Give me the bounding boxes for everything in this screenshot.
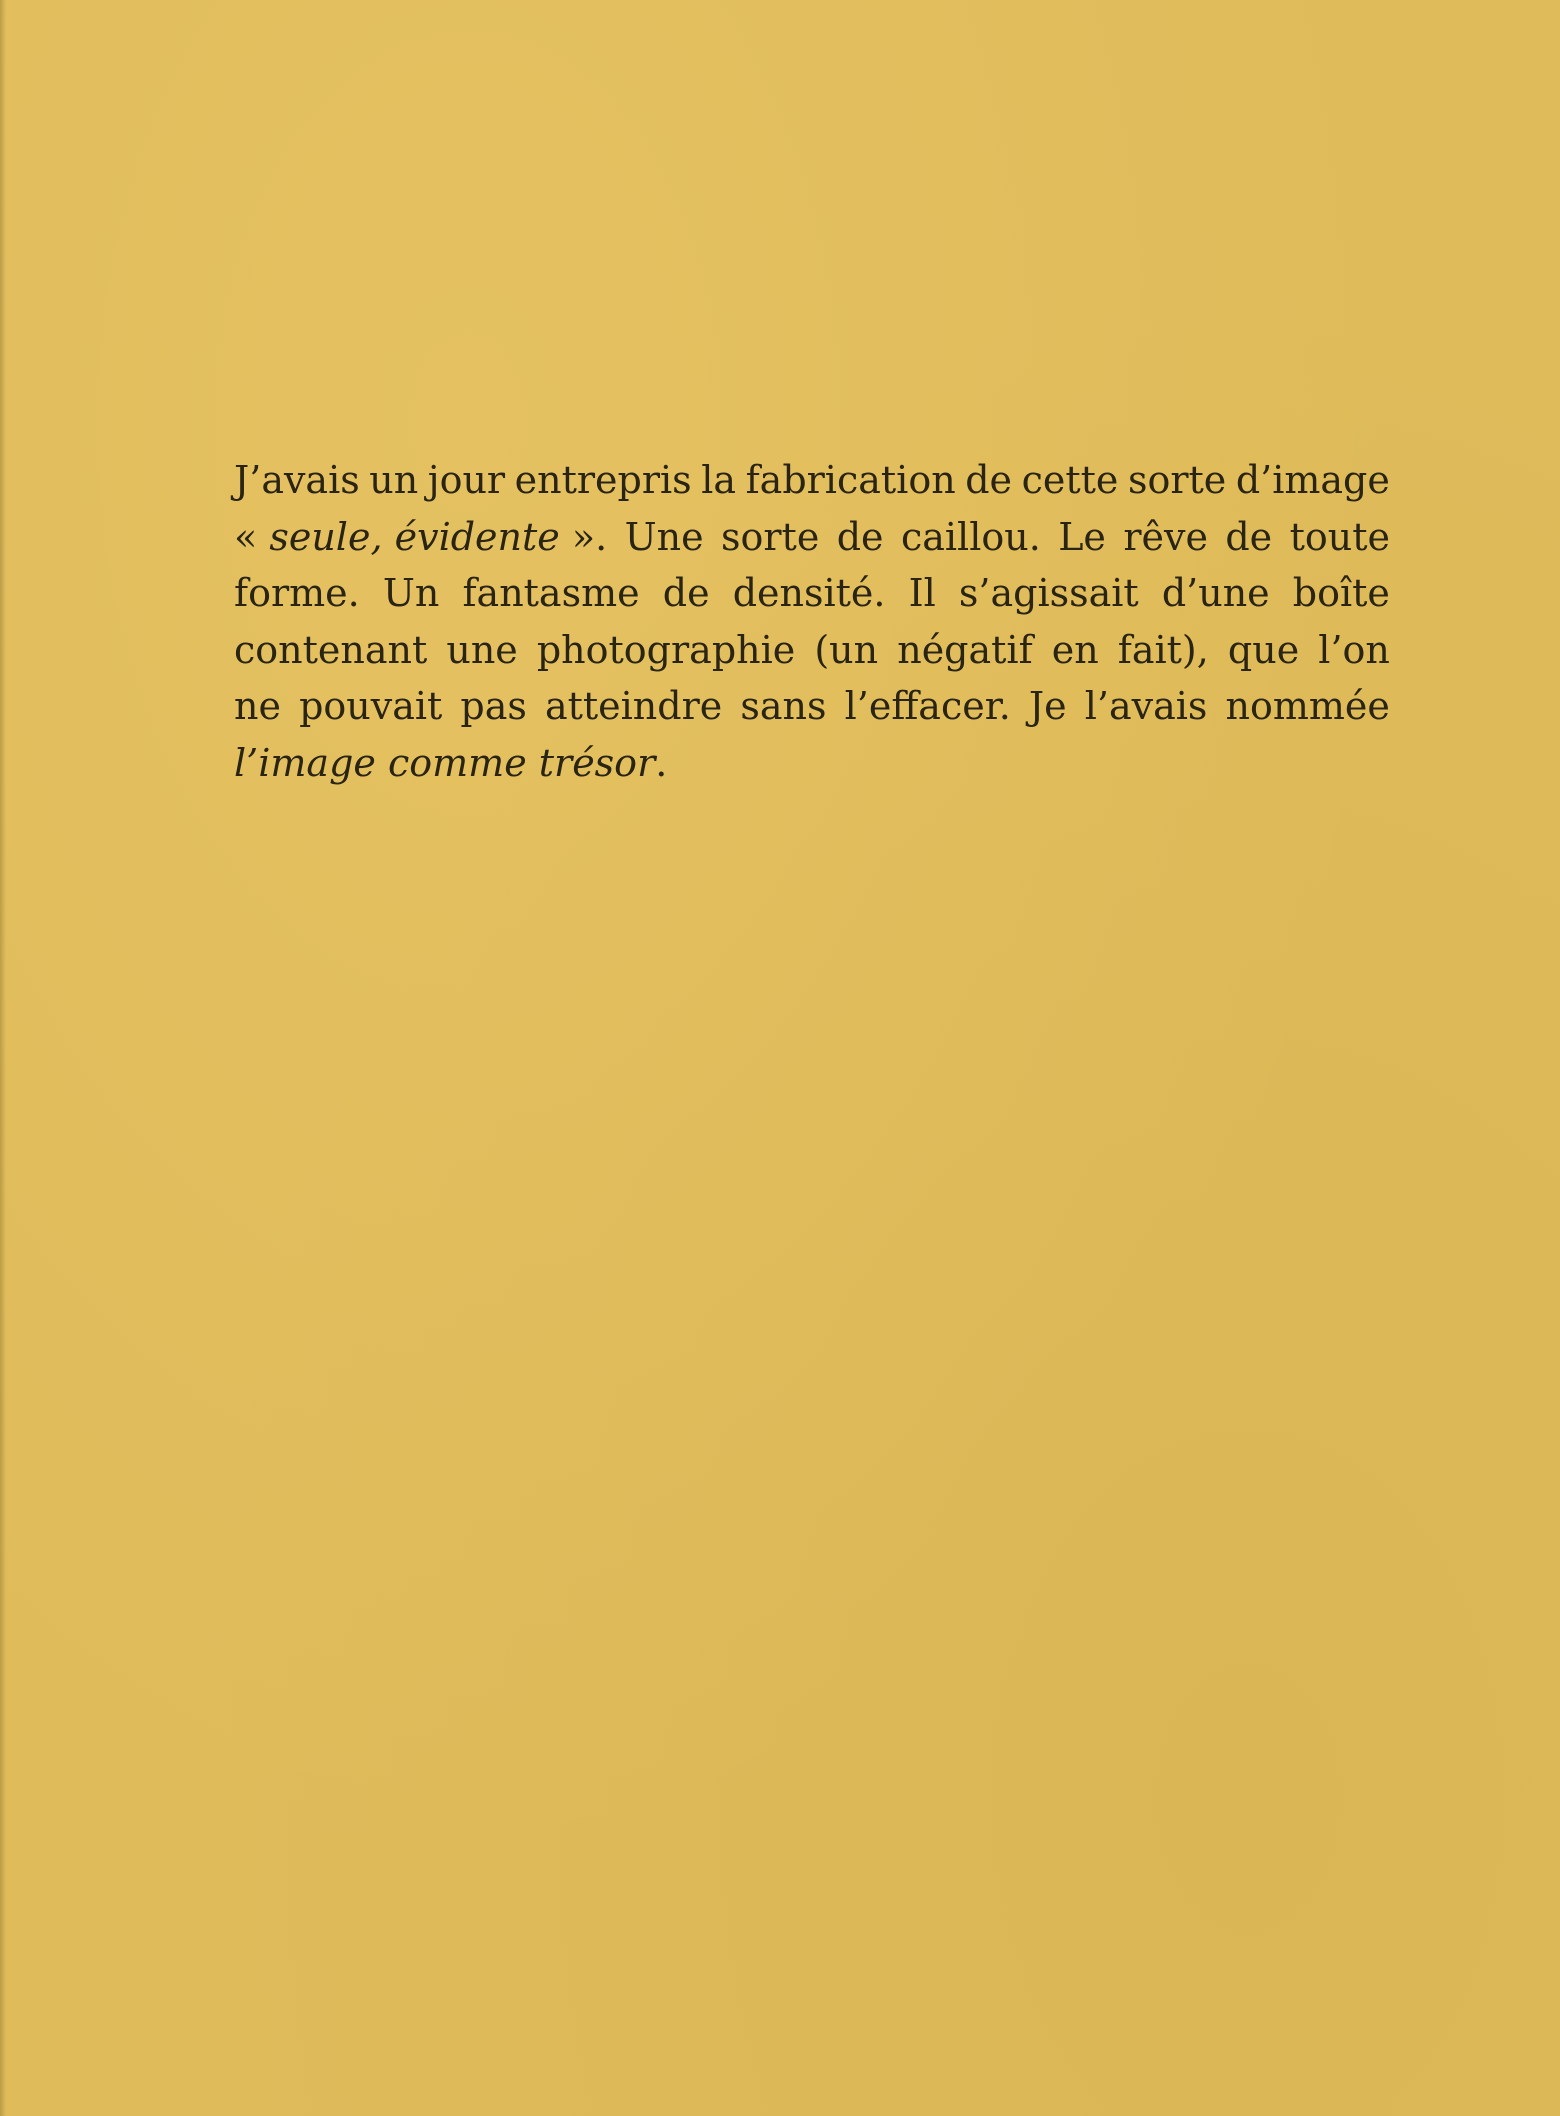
- page-edge-shadow: [0, 0, 6, 2116]
- word: l’on: [1318, 627, 1390, 672]
- paragraph-line-6: [234, 735, 1390, 792]
- word: négatif: [897, 627, 1033, 672]
- word: fabrication: [745, 458, 956, 502]
- word: rêve: [1123, 514, 1208, 559]
- word: pas: [460, 684, 527, 728]
- italic-quote: seule, évidente: [269, 514, 560, 559]
- word: boîte: [1292, 571, 1390, 615]
- italic-title: l’image comme trésor: [234, 740, 656, 785]
- word: photographie: [536, 627, 796, 672]
- quote-group: [234, 509, 607, 566]
- word: toute: [1289, 514, 1390, 559]
- word: la: [701, 458, 737, 502]
- word: l’avais: [1084, 684, 1208, 728]
- word: fait),: [1117, 627, 1209, 672]
- word: atteindre: [544, 684, 723, 728]
- word: (un: [814, 627, 879, 672]
- final-period: .: [655, 740, 668, 785]
- word: en: [1051, 627, 1099, 672]
- word: s’agissait: [958, 571, 1139, 615]
- word: Un: [382, 571, 440, 615]
- open-guillemet: «: [234, 514, 258, 559]
- word: Le: [1058, 514, 1106, 559]
- word: Une: [624, 514, 704, 559]
- word: l’effacer.: [844, 684, 1011, 728]
- paragraph-line-5: [234, 678, 1390, 735]
- word: de: [836, 514, 884, 559]
- word: pouvait: [299, 684, 443, 728]
- word: sorte: [1127, 458, 1227, 502]
- body-paragraph: [234, 452, 1390, 791]
- word: Je: [1028, 684, 1067, 728]
- word: d’image: [1235, 458, 1390, 502]
- word: de: [965, 458, 1013, 502]
- word: un: [369, 458, 419, 502]
- word: entrepris: [514, 458, 692, 502]
- close-guillemet: ».: [571, 514, 608, 559]
- paragraph-line-3: [234, 565, 1390, 622]
- word: Il: [908, 571, 936, 615]
- paragraph-line-2: [234, 509, 1390, 566]
- word: que: [1227, 627, 1300, 672]
- word: jour: [427, 458, 506, 502]
- word: d’une: [1161, 571, 1270, 615]
- paragraph-line-4: [234, 622, 1390, 679]
- word: de: [1225, 514, 1273, 559]
- word: sans: [740, 684, 827, 728]
- word: sorte: [721, 514, 820, 559]
- word: ne: [234, 684, 281, 728]
- word: forme.: [234, 571, 360, 615]
- word: nommée: [1225, 684, 1390, 728]
- word: caillou.: [900, 514, 1041, 559]
- word: densité.: [732, 571, 886, 615]
- word: cette: [1021, 458, 1119, 502]
- word: fantasme: [462, 571, 640, 615]
- word: J’avais: [234, 458, 360, 502]
- word: une: [446, 627, 518, 672]
- paragraph-line-1: [234, 452, 1390, 509]
- word: de: [662, 571, 710, 615]
- word: contenant: [234, 627, 428, 672]
